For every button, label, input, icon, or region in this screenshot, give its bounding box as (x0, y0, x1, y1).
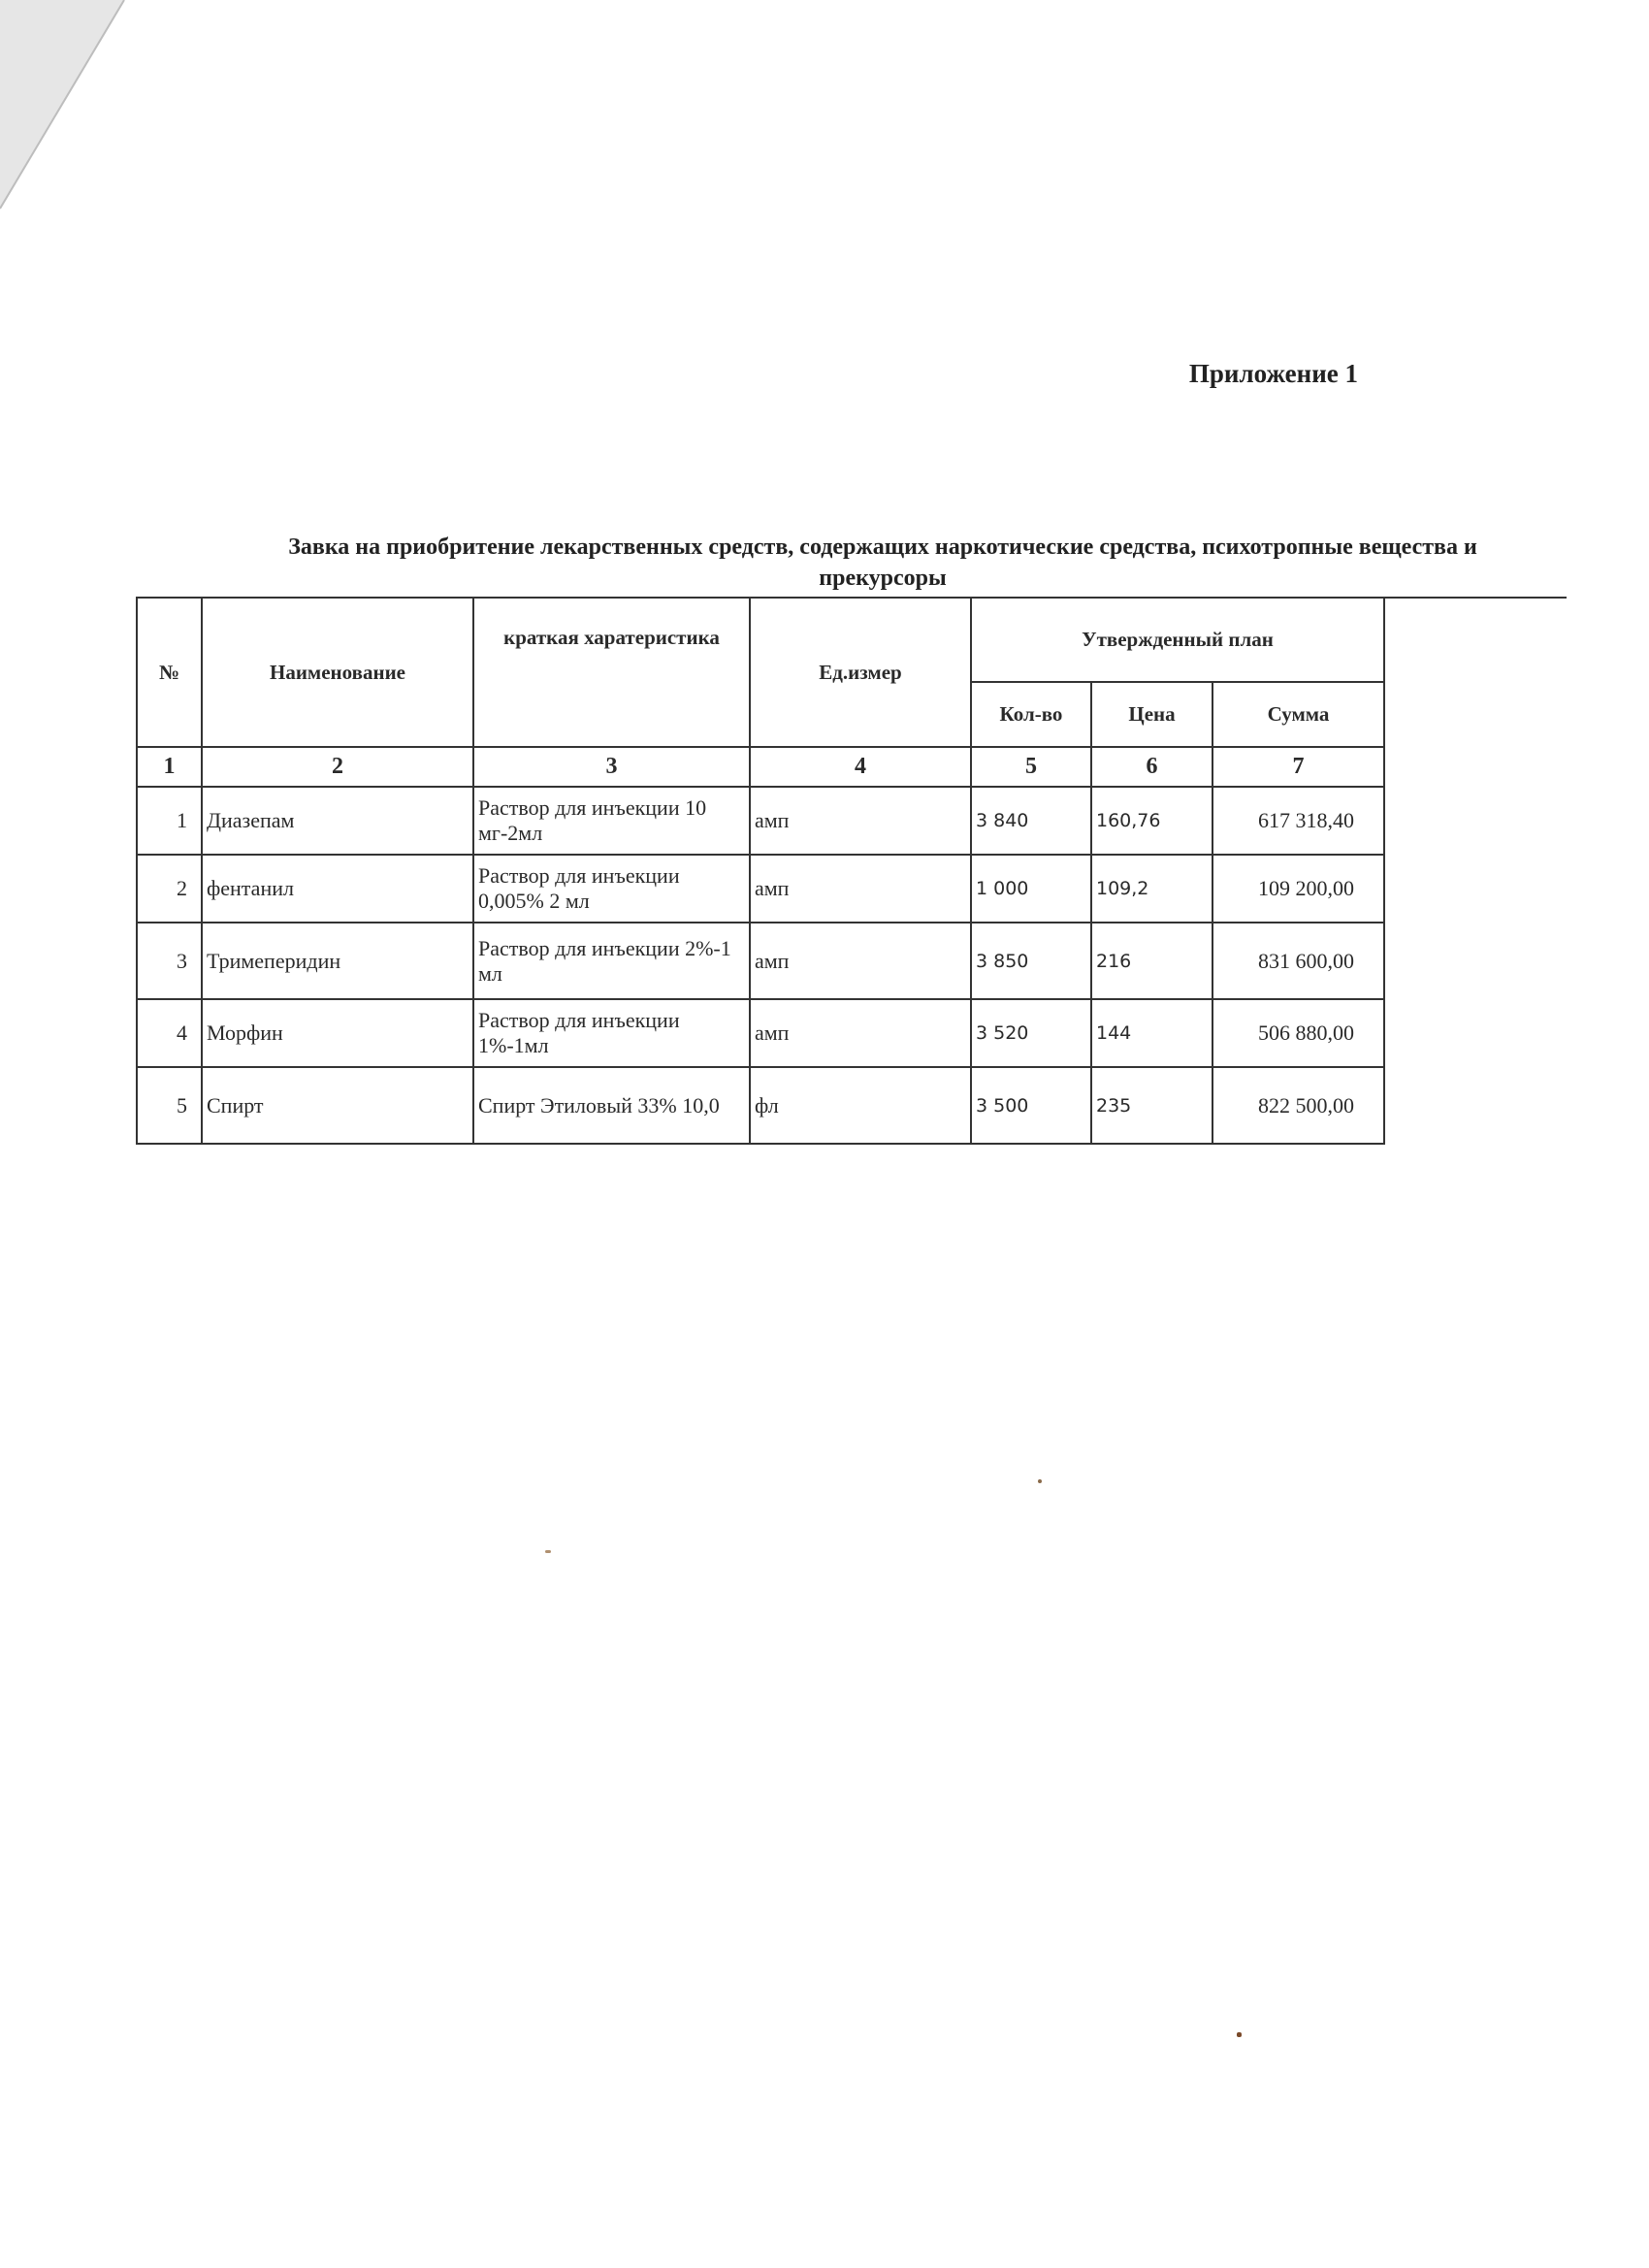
price: 235 (1091, 1067, 1212, 1144)
page-corner-shadow (0, 0, 136, 213)
column-number: 3 (473, 747, 750, 787)
sum: 506 880,00 (1212, 999, 1384, 1067)
scan-speck (1237, 2032, 1242, 2037)
table-row (137, 1067, 1384, 1144)
unit: амп (750, 923, 971, 999)
unit: фл (750, 1067, 971, 1144)
price: 144 (1091, 999, 1212, 1067)
drug-description: Раствор для инъекции 1%-1мл (473, 999, 750, 1067)
unit: амп (750, 787, 971, 855)
column-number: 5 (971, 747, 1091, 787)
price: 216 (1091, 923, 1212, 999)
drug-name: Морфин (202, 999, 473, 1067)
scan-speck (1038, 1479, 1042, 1483)
drug-description: Раствор для инъекции 0,005% 2 мл (473, 855, 750, 923)
sum: 822 500,00 (1212, 1067, 1384, 1144)
row-number: 2 (137, 855, 202, 923)
drug-description: Раствор для инъекции 10 мг-2мл (473, 787, 750, 855)
row-number: 4 (137, 999, 202, 1067)
unit: амп (750, 855, 971, 923)
column-number-row (137, 747, 1384, 787)
price: 160,76 (1091, 787, 1212, 855)
quantity: 3 500 (971, 1067, 1091, 1144)
table-row (137, 923, 1384, 999)
column-number: 1 (137, 747, 202, 787)
header-qty: Кол-во (971, 682, 1091, 747)
row-number: 5 (137, 1067, 202, 1144)
header-price: Цена (1091, 682, 1212, 747)
column-number: 7 (1212, 747, 1384, 787)
title-underline (1382, 597, 1567, 599)
header-description: краткая харатеристика (473, 598, 750, 747)
drug-description: Раствор для инъекции 2%-1 мл (473, 923, 750, 999)
quantity: 3 520 (971, 999, 1091, 1067)
row-number: 3 (137, 923, 202, 999)
header-name: Наименование (202, 598, 473, 747)
quantity: 3 850 (971, 923, 1091, 999)
header-num: № (137, 598, 202, 747)
sum: 109 200,00 (1212, 855, 1384, 923)
header-approved-plan: Утвержденный план (971, 598, 1384, 682)
header-row (137, 598, 1384, 682)
price: 109,2 (1091, 855, 1212, 923)
column-number: 6 (1091, 747, 1212, 787)
sum: 617 318,40 (1212, 787, 1384, 855)
drug-name: Диазепам (202, 787, 473, 855)
drug-name: Спирт (202, 1067, 473, 1144)
drug-name: Тримеперидин (202, 923, 473, 999)
header-unit: Ед.измер (750, 598, 971, 747)
scan-speck (545, 1550, 551, 1553)
drug-name: фентанил (202, 855, 473, 923)
document-title: Завка на приобритение лекарственных средств, содержащих наркотические средства, психотропные вещества и прекурсоры (288, 535, 1477, 591)
unit: амп (750, 999, 971, 1067)
quantity: 1 000 (971, 855, 1091, 923)
row-number: 1 (137, 787, 202, 855)
procurement-table (136, 597, 1385, 1145)
table-row (137, 787, 1384, 855)
drug-description: Спирт Этиловый 33% 10,0 (473, 1067, 750, 1144)
sum: 831 600,00 (1212, 923, 1384, 999)
quantity: 3 840 (971, 787, 1091, 855)
table-row (137, 855, 1384, 923)
table-row (137, 999, 1384, 1067)
column-number: 2 (202, 747, 473, 787)
appendix-label: Приложение 1 (1188, 359, 1358, 388)
column-number: 4 (750, 747, 971, 787)
header-sum: Сумма (1212, 682, 1384, 747)
